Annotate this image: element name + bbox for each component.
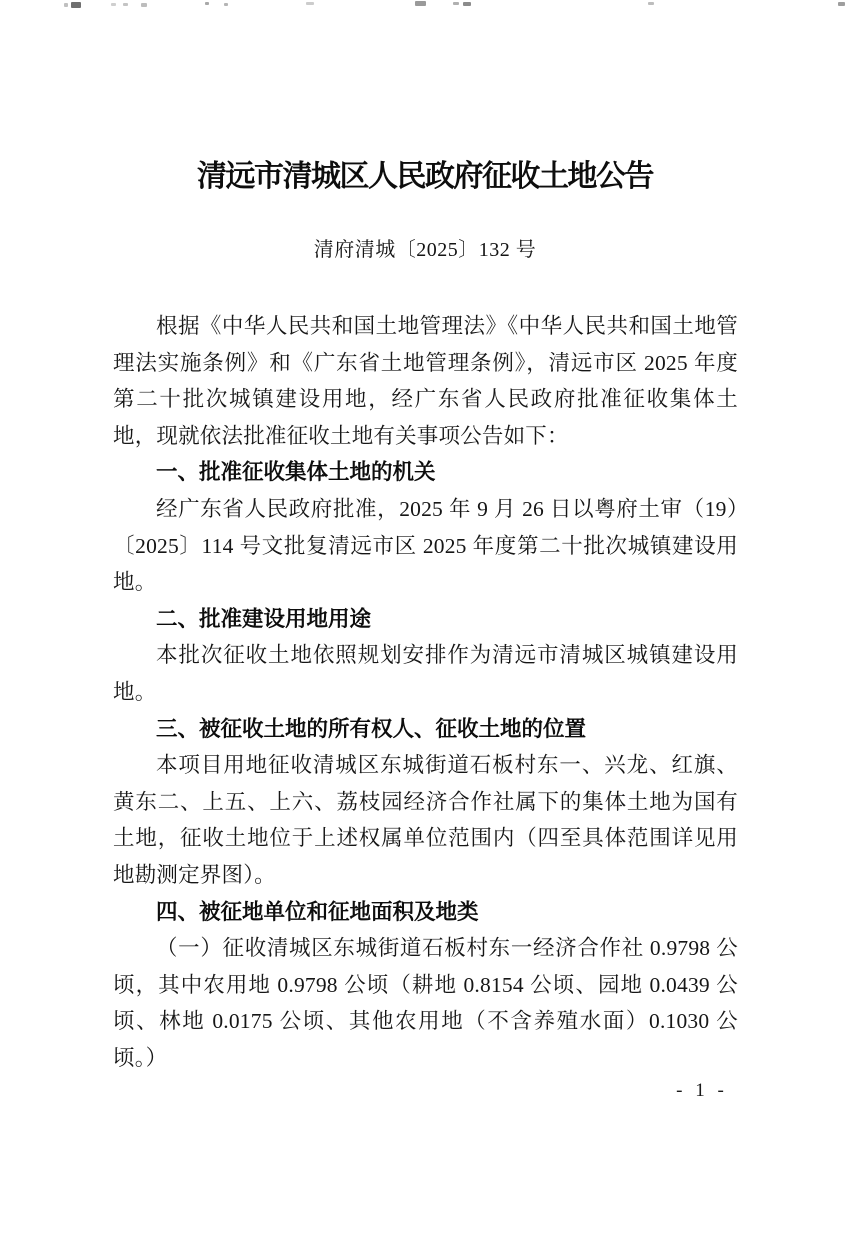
scan-speck bbox=[306, 2, 314, 5]
document-body bbox=[113, 308, 738, 1076]
scan-speck bbox=[463, 2, 471, 6]
scan-speck bbox=[111, 3, 116, 6]
scan-speck bbox=[838, 2, 845, 6]
scan-speck bbox=[123, 3, 128, 6]
scan-speck bbox=[141, 3, 147, 7]
scan-speck bbox=[224, 3, 228, 6]
section-heading-3: 三、被征收土地的所有权人、征收土地的位置 bbox=[156, 716, 587, 741]
scan-speck bbox=[71, 2, 81, 8]
scan-speck bbox=[64, 3, 68, 7]
scan-speck bbox=[205, 2, 209, 5]
paragraph-section-2: 本批次征收土地依照规划安排作为清远市清城区城镇建设用地。 bbox=[113, 643, 738, 704]
paragraph-section-4: （一）征收清城区东城街道石板村东一经济合作社 0.9798 公顷，其中农用地 0.9798 公顷（耕地 0.8154 公顷、园地 0.0439 公顷、林地 0.0175 公顷、其他农用地（不含养殖水面）0.1030 公顷。） bbox=[113, 936, 738, 1070]
page-number: - 1 - bbox=[676, 1080, 728, 1101]
paragraph-section-3: 本项目用地征收清城区东城街道石板村东一、兴龙、红旗、黄东二、上五、上六、荔枝园经济合作社属下的集体土地为国有土地，征收土地位于上述权属单位范围内（四至具体范围详见用地勘测定界图）。 bbox=[113, 753, 738, 887]
document-title: 清远市清城区人民政府征收土地公告 bbox=[197, 160, 653, 193]
section-heading-1: 一、批准征收集体土地的机关 bbox=[156, 460, 436, 485]
scan-speck bbox=[453, 2, 459, 5]
section-heading-2: 二、批准建设用地用途 bbox=[156, 606, 372, 631]
scan-speck bbox=[648, 2, 654, 5]
scan-speck bbox=[415, 1, 426, 6]
section-heading-4: 四、被征地单位和征地面积及地类 bbox=[156, 899, 479, 924]
paragraph-section-1: 经广东省人民政府批准，2025 年 9 月 26 日以粤府土审（19）〔2025〕114 号文批复清远市区 2025 年度第二十批次城镇建设用地。 bbox=[113, 496, 738, 595]
paragraph-intro: 根据《中华人民共和国土地管理法》《中华人民共和国土地管理法实施条例》和《广东省土地管理条例》，清远市区 2025 年度第二十批次城镇建设用地，经广东省人民政府批准征收集体土地，现就依法批准征收土地有关事项公告如下： bbox=[113, 314, 738, 448]
document-number: 清府清城〔2025〕132 号 bbox=[313, 239, 537, 261]
